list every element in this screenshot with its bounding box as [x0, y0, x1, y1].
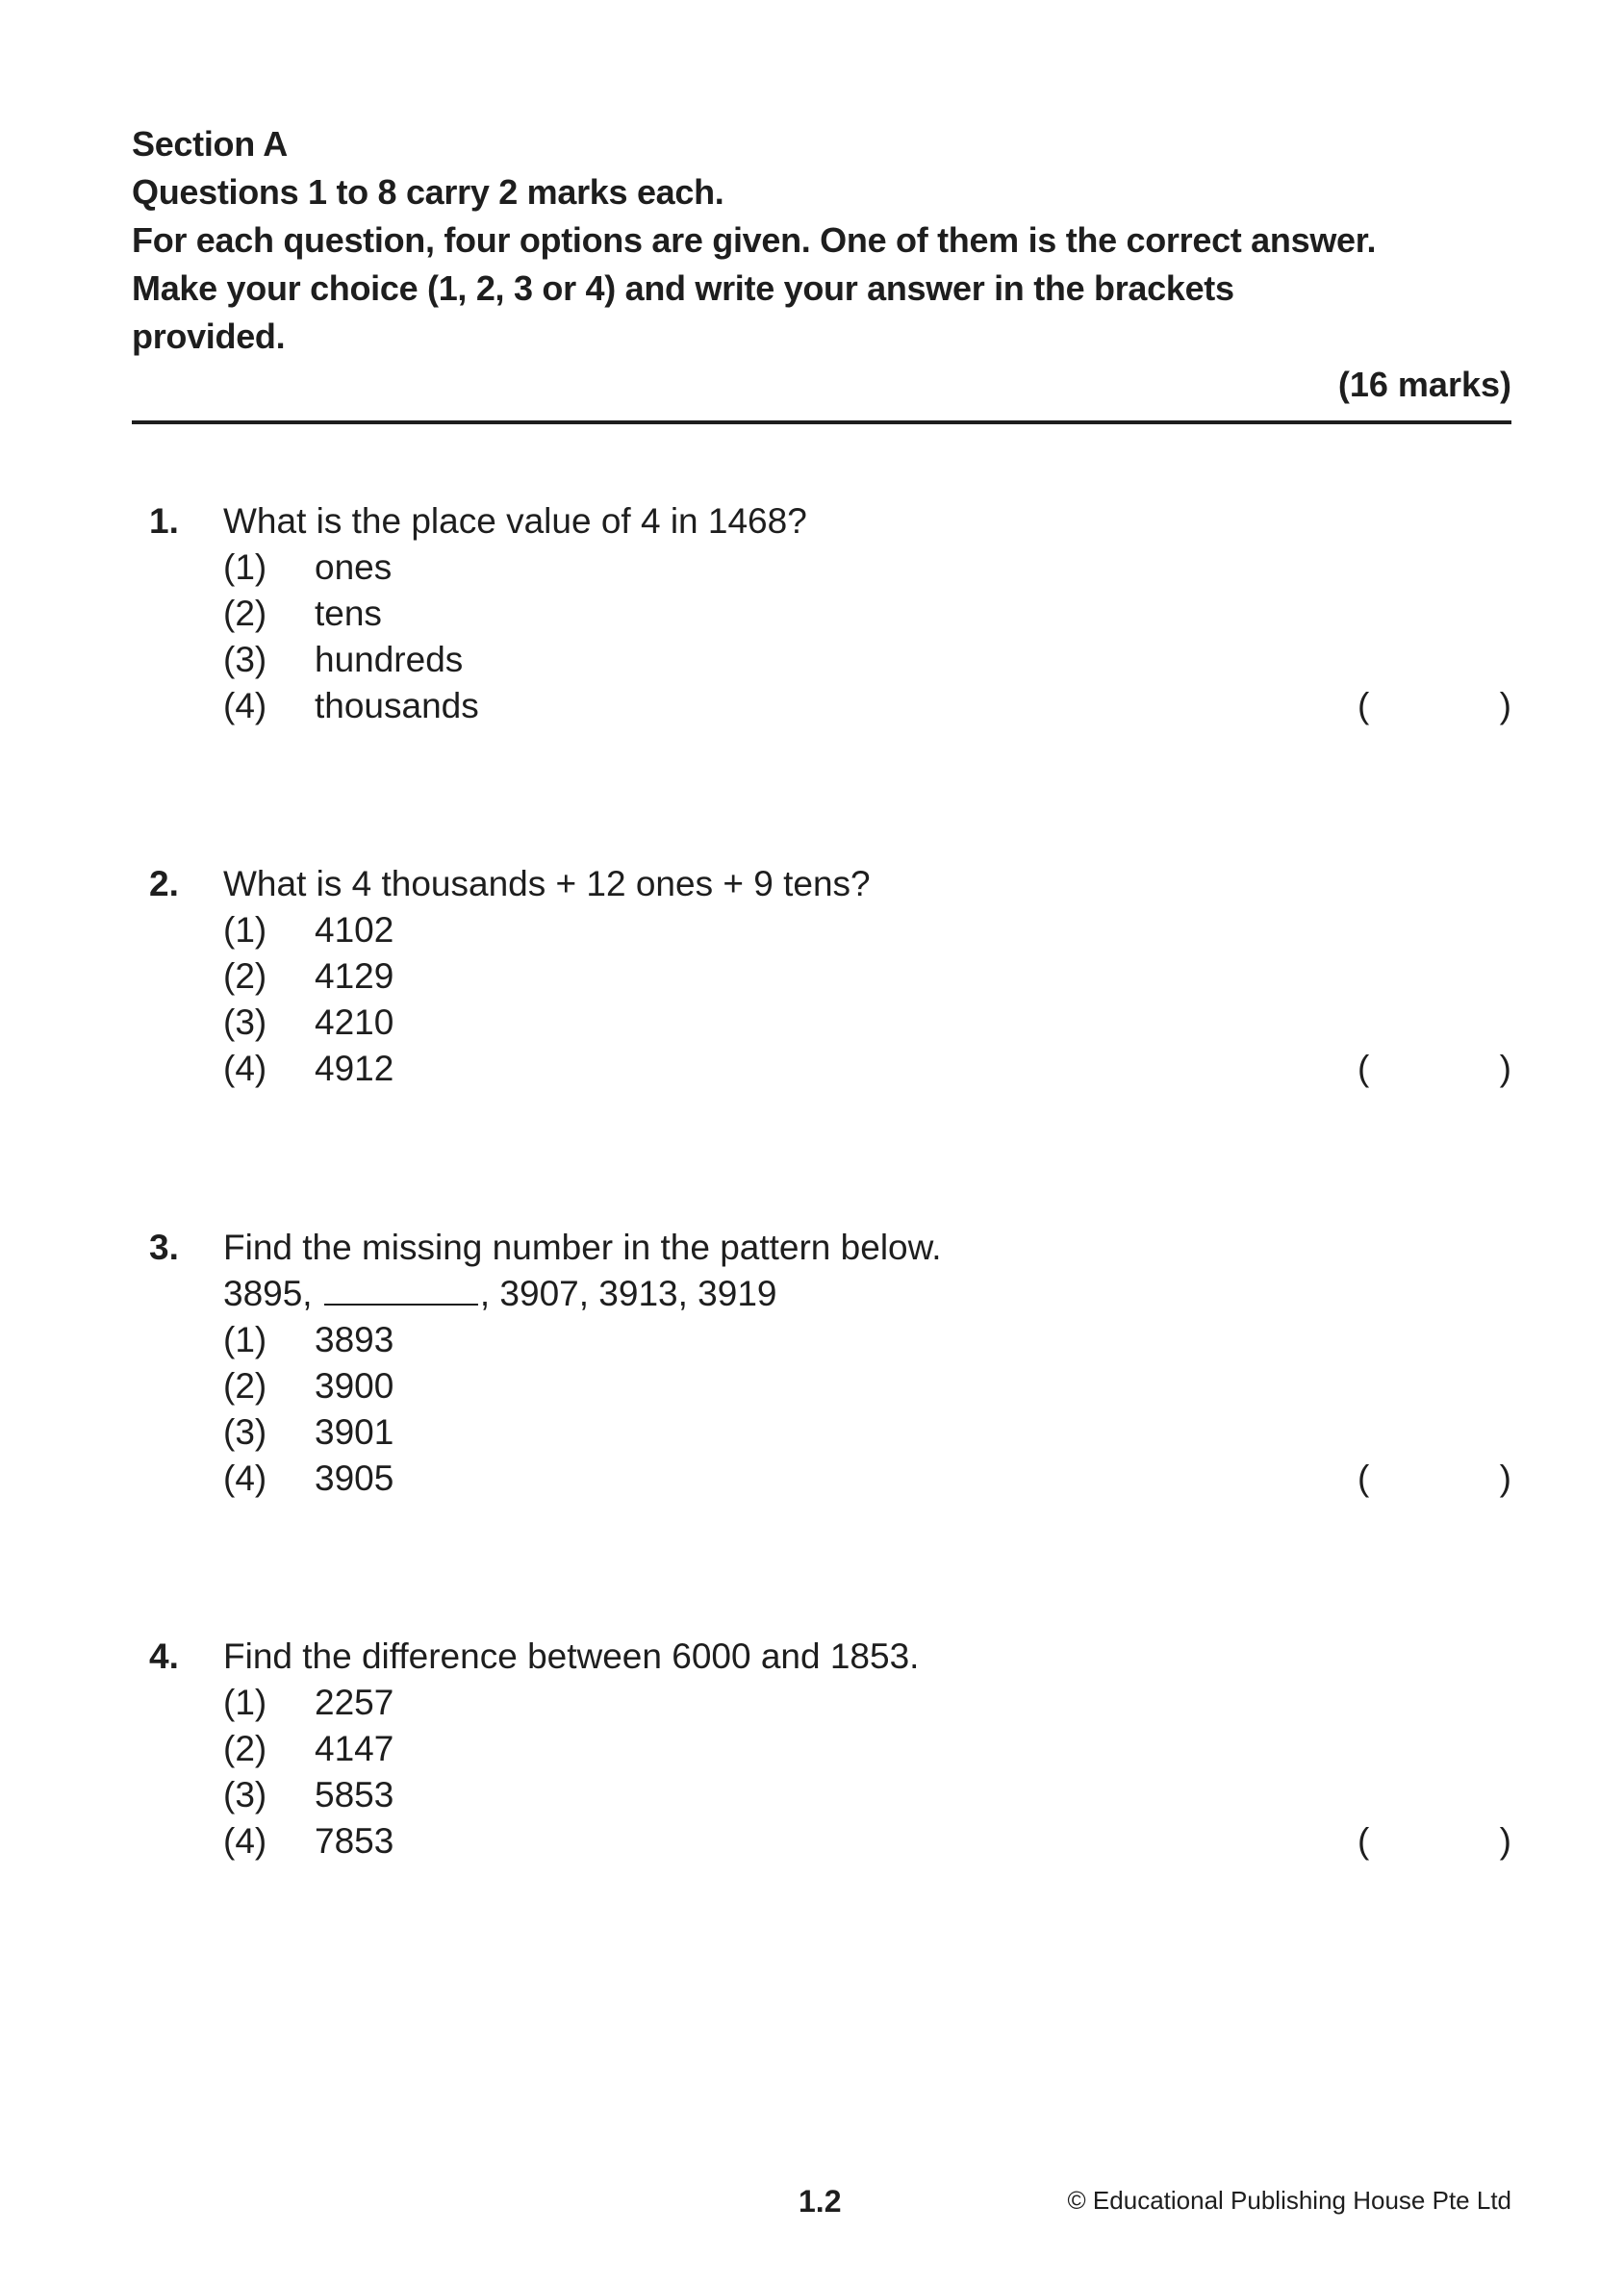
option	[149, 1456, 1511, 1502]
option	[149, 1680, 1511, 1726]
question-2	[149, 861, 1511, 1092]
option-label: (1)	[223, 910, 267, 950]
option	[149, 545, 1511, 591]
bracket-close: )	[1499, 1049, 1511, 1088]
instruction-line: Questions 1 to 8 carry 2 marks each.	[132, 172, 724, 212]
option-label: (3)	[223, 1775, 267, 1814]
option-label: (3)	[223, 1002, 267, 1042]
option	[149, 1317, 1511, 1363]
number-pattern	[149, 1271, 1511, 1317]
option-label: (1)	[223, 547, 267, 587]
copyright-notice: © Educational Publishing House Pte Ltd	[1067, 2186, 1511, 2215]
question-text: Find the missing number in the pattern below.	[223, 1228, 942, 1267]
bracket-close: )	[1499, 1821, 1511, 1861]
option-text: 3900	[315, 1366, 394, 1406]
option-text: 5853	[315, 1775, 394, 1814]
question-text: What is the place value of 4 in 1468?	[223, 501, 807, 541]
answer-bracket[interactable]	[1358, 683, 1511, 729]
pattern-end: , 3907, 3913, 3919	[479, 1274, 777, 1313]
question-number: 3.	[149, 1228, 179, 1267]
option-label: (4)	[223, 1821, 267, 1861]
option	[149, 1363, 1511, 1409]
option	[149, 1409, 1511, 1456]
missing-number-blank	[324, 1275, 478, 1306]
option	[149, 1046, 1511, 1092]
pattern-start: 3895,	[223, 1274, 313, 1313]
option-label: (3)	[223, 1412, 267, 1452]
option-text: 2257	[315, 1683, 394, 1722]
option-text: 7853	[315, 1821, 394, 1861]
page-number: 1.2	[799, 2184, 842, 2219]
question-number: 4.	[149, 1636, 179, 1676]
instruction-line: For each question, four options are given. One of them is the correct answer.	[132, 220, 1377, 260]
option-label: (4)	[223, 1459, 267, 1498]
option-text: 3893	[315, 1320, 394, 1359]
instruction-line: provided.	[132, 317, 286, 356]
section-divider	[132, 420, 1511, 424]
option	[149, 591, 1511, 637]
option-text: thousands	[315, 686, 479, 725]
option-text: 3901	[315, 1412, 394, 1452]
option	[149, 953, 1511, 1000]
question-text: What is 4 thousands + 12 ones + 9 tens?	[223, 864, 871, 903]
section-header	[132, 120, 1511, 409]
option	[149, 1818, 1511, 1864]
bracket-open: (	[1358, 1821, 1370, 1861]
option	[149, 1000, 1511, 1046]
option-label: (2)	[223, 1729, 267, 1768]
option-text: tens	[315, 594, 382, 633]
option-label: (1)	[223, 1320, 267, 1359]
option	[149, 683, 1511, 729]
instruction-line: Make your choice (1, 2, 3 or 4) and write your answer in the brackets	[132, 268, 1234, 308]
option-text: ones	[315, 547, 393, 587]
question-1	[149, 498, 1511, 729]
bracket-close: )	[1499, 686, 1511, 725]
option-text: hundreds	[315, 640, 464, 679]
option-label: (2)	[223, 956, 267, 996]
option	[149, 907, 1511, 953]
bracket-open: (	[1358, 686, 1370, 725]
option-text: 4210	[315, 1002, 394, 1042]
option	[149, 1772, 1511, 1818]
option-text: 3905	[315, 1459, 394, 1498]
option-label: (4)	[223, 686, 267, 725]
option-label: (3)	[223, 640, 267, 679]
answer-bracket[interactable]	[1358, 1818, 1511, 1864]
option-label: (1)	[223, 1683, 267, 1722]
total-marks: (16 marks)	[1337, 365, 1511, 404]
section-title: Section A	[132, 124, 288, 164]
option-text: 4102	[315, 910, 394, 950]
answer-bracket[interactable]	[1358, 1456, 1511, 1502]
option-label: (2)	[223, 594, 267, 633]
question-text: Find the difference between 6000 and 1853.	[223, 1636, 920, 1676]
bracket-open: (	[1358, 1049, 1370, 1088]
question-3	[149, 1225, 1511, 1502]
option-label: (4)	[223, 1049, 267, 1088]
option	[149, 1726, 1511, 1772]
question-4	[149, 1634, 1511, 1864]
bracket-close: )	[1499, 1459, 1511, 1498]
option	[149, 637, 1511, 683]
question-number: 2.	[149, 864, 179, 903]
bracket-open: (	[1358, 1459, 1370, 1498]
option-label: (2)	[223, 1366, 267, 1406]
answer-bracket[interactable]	[1358, 1046, 1511, 1092]
question-number: 1.	[149, 501, 179, 541]
option-text: 4129	[315, 956, 394, 996]
option-text: 4147	[315, 1729, 394, 1768]
option-text: 4912	[315, 1049, 394, 1088]
